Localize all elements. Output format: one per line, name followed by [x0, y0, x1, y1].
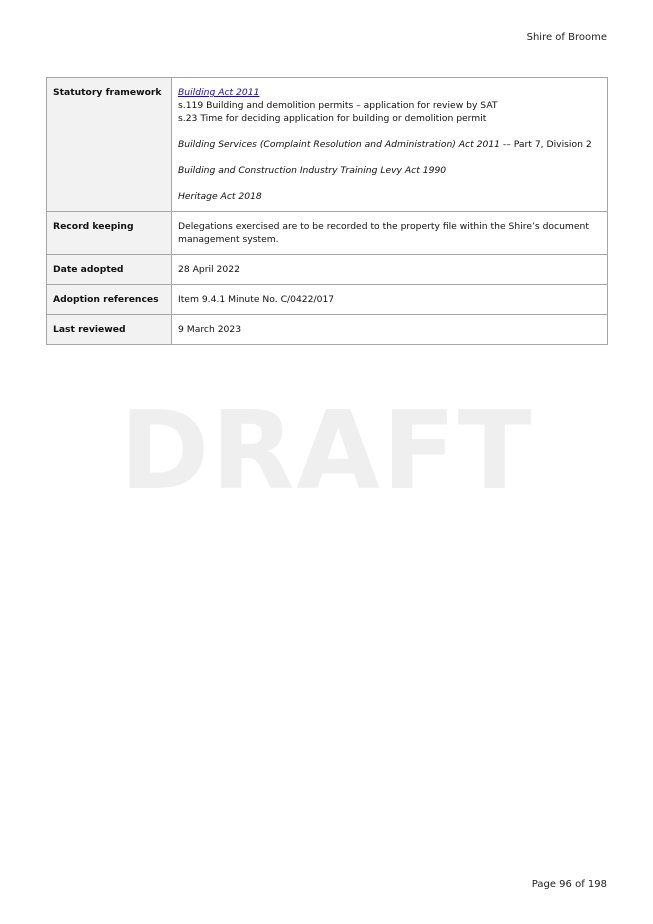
section-119-text: s.119 Building and demolition permits – application for review by SAT — [178, 100, 498, 111]
last-reviewed-label: Last reviewed — [47, 315, 172, 345]
section-23-text: s.23 Time for deciding application for building or demolition permit — [178, 113, 487, 124]
record-keeping-label: Record keeping — [47, 212, 172, 255]
date-adopted-value: 28 April 2022 — [172, 255, 608, 285]
table-row-statutory-framework — [47, 78, 608, 212]
date-adopted-label: Date adopted — [47, 255, 172, 285]
draft-watermark: DRAFT — [119, 389, 534, 514]
training-levy-act-text: Building and Construction Industry Training Levy Act 1990 — [178, 165, 447, 176]
heritage-act-text: Heritage Act 2018 — [178, 191, 262, 202]
statutory-framework-value — [172, 78, 608, 212]
table-row-record-keeping — [47, 212, 608, 255]
delegation-details-table — [46, 77, 608, 345]
building-services-act-line — [178, 138, 601, 151]
building-act-link[interactable]: Building Act 2011 — [178, 87, 260, 98]
table-row-date-adopted — [47, 255, 608, 285]
last-reviewed-value: 9 March 2023 — [172, 315, 608, 345]
statutory-framework-label: Statutory framework — [47, 78, 172, 212]
adoption-references-label: Adoption references — [47, 285, 172, 315]
building-services-act-part: -– Part 7, Division 2 — [500, 139, 592, 150]
table-row-adoption-references — [47, 285, 608, 315]
page-number: Page 96 of 198 — [531, 879, 607, 890]
header-organisation: Shire of Broome — [526, 32, 607, 43]
adoption-references-value: Item 9.4.1 Minute No. C/0422/017 — [172, 285, 608, 315]
table-row-last-reviewed — [47, 315, 608, 345]
record-keeping-value: Delegations exercised are to be recorded to the property file within the Shire’s document management system. — [172, 212, 608, 255]
building-services-act-title: Building Services (Complaint Resolution and Administration) Act 2011 — [178, 139, 501, 150]
